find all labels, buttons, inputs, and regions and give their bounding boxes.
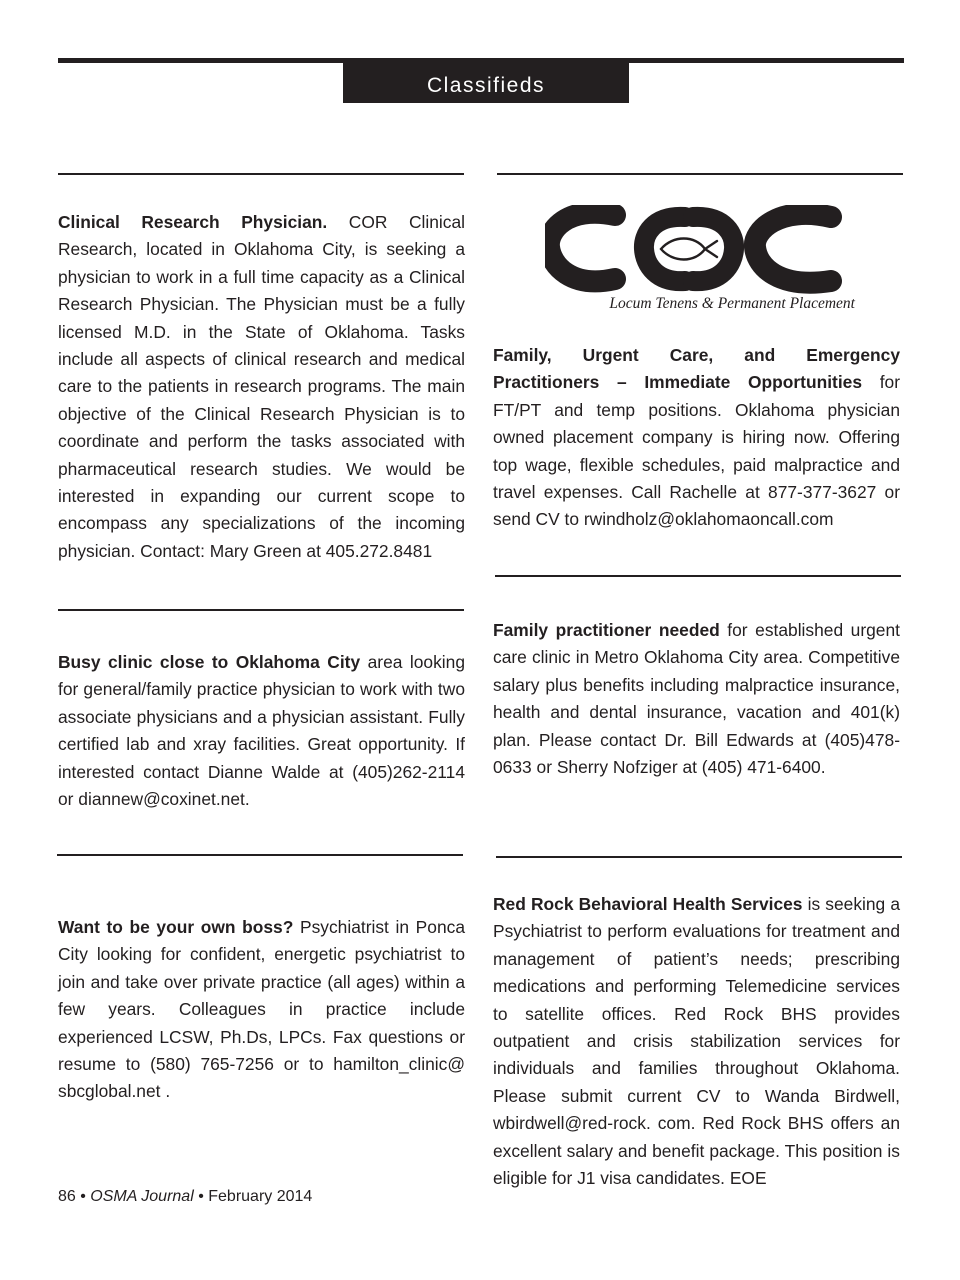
- folio-separator: •: [75, 1188, 91, 1205]
- divider-right-2: [495, 575, 901, 577]
- journal-name: OSMA Journal: [90, 1188, 194, 1205]
- ad-clinical-research: [58, 209, 465, 565]
- ad-headline: Red Rock Behavioral Health Services: [493, 894, 803, 914]
- page-folio: [58, 1188, 312, 1206]
- ad-body: Psychiatrist in Ponca City looking for confident, energetic psychiatrist to join and take over private practice (all ages) within a few years. Colleagues in practice include experienced LCSW, Ph.Ds, LPCs. Fax questions or resume to (580) 765-7256 or to hamilton_clinic@ sbcglobal.net .: [58, 917, 465, 1102]
- page-number: 86: [58, 1188, 76, 1205]
- issue-date: February 2014: [208, 1188, 313, 1205]
- coc-logo: [545, 205, 855, 317]
- section-title: Classifieds: [343, 62, 629, 103]
- ad-family-practitioner: [493, 617, 900, 781]
- ad-headline: Clinical Research Physician.: [58, 212, 328, 232]
- ad-body: area looking for general/family practice physician to work with two associate physicians and a physician assistant. Fully certified lab and xray facilities. Great opportunity. If interested contact Dianne Walde at (405)262-2114 or diannew@coxinet.net.: [58, 652, 465, 810]
- ad-headline: Want to be your own boss?: [58, 917, 294, 937]
- ad-headline: Family, Urgent Care, and Emergency Practitioners – Immediate Opportunities: [493, 345, 900, 393]
- ad-own-boss: [58, 914, 465, 1106]
- ad-red-rock: [493, 891, 900, 1192]
- ad-headline: Family practitioner needed: [493, 620, 720, 640]
- divider-left-1: [58, 173, 464, 175]
- ad-coc-family: [493, 342, 900, 534]
- coc-logo-tagline: Locum Tenens & Permanent Placement: [609, 295, 855, 312]
- ad-body: is seeking a Psychiatrist to perform evaluations for treatment and management of patient’s needs; prescribing medications and performing Telemedicine services to satellite offices. Red Rock BHS provides outpatient and crisis stabilization services for individuals and families throughout Oklahoma. Please submit current CV to Wanda Birdwell, wbirdwell@red-rock. com. Red Rock BHS offers an excellent salary and benefit package. This position is eligible for J1 visa candidates. EOE: [493, 894, 901, 1189]
- divider-right-1: [497, 173, 903, 175]
- divider-left-2: [58, 609, 464, 611]
- divider-left-3: [57, 854, 463, 856]
- ad-headline: Busy clinic close to Oklahoma City: [58, 652, 361, 672]
- folio-separator: •: [193, 1188, 209, 1205]
- ad-busy-clinic: [58, 649, 465, 813]
- divider-right-3: [496, 856, 902, 858]
- ad-body: for FT/PT and temp positions. Oklahoma physician owned placement company is hiring now. Offering top wage, flexible schedules, paid malpractice and travel expenses. Call Rachelle at 877-377-3627 or send CV to rwindholz@oklahomaoncall.com: [493, 372, 900, 530]
- ad-body: COR Clinical Research, located in Oklahoma City, is seeking a physician to work in a full time capacity as a Clinical Research Physician. The Physician must be a fully licensed M.D. in the State of Oklahoma. Tasks include all aspects of clinical research and medical care to the patients in research programs. The main objective of the Clinical Research Physician is to coordinate and perform the tasks associated with pharmaceutical research studies. We would be interested in expanding our current scope to encompass any specializations of the incoming physician. Contact: Mary Green at 405.272.8481: [58, 212, 465, 561]
- ad-body: for established urgent care clinic in Metro Oklahoma City area. Competitive salary plus benefits including malpractice insurance, health and dental insurance, vacation and 401(k) plan. Please contact Dr. Bill Edwards at (405)478-0633 or Sherry Nofziger at (405) 471-6400.: [493, 620, 900, 778]
